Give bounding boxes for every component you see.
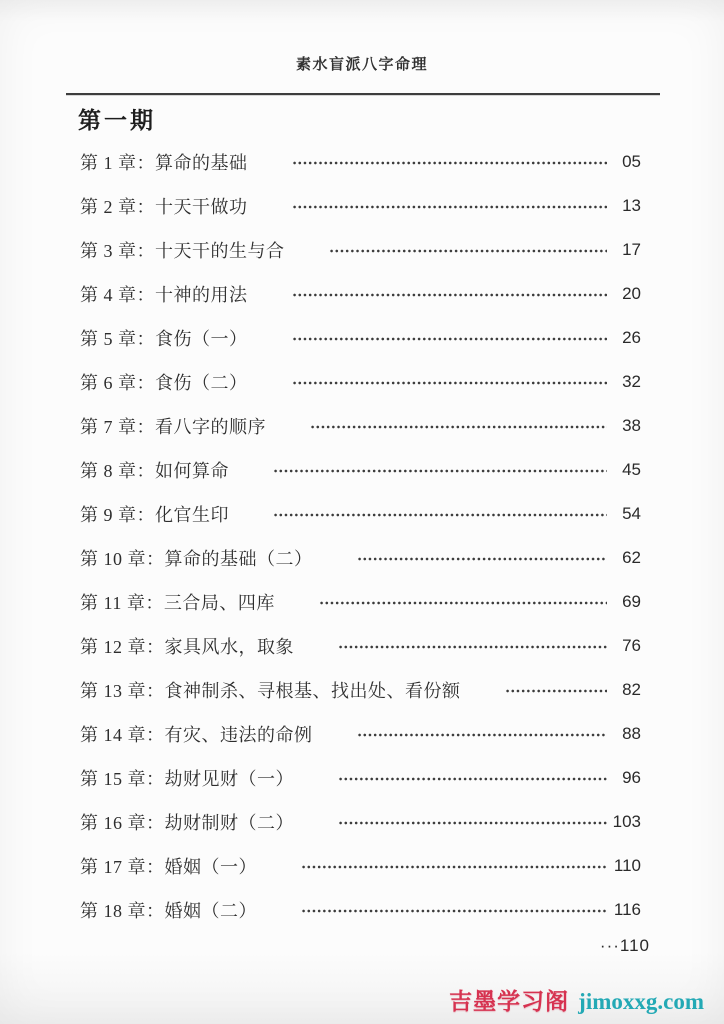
toc-row xyxy=(80,624,641,668)
toc-row-label: 第 12 章：家具风水，取象 xyxy=(80,637,294,657)
toc-row-dot-leader xyxy=(338,817,607,829)
toc-row xyxy=(80,228,641,272)
toc-row-page-number: 76 xyxy=(622,636,641,655)
toc-row-page-number: 96 xyxy=(617,768,641,787)
toc-row-dot-leader xyxy=(301,861,607,873)
toc-row-dot-leader xyxy=(505,685,608,697)
toc-row xyxy=(80,712,641,756)
toc-row-label: 第 17 章：婚姻（一） xyxy=(80,857,257,877)
toc-row-page-number: 110 xyxy=(613,856,641,875)
toc-row-dot-leader xyxy=(292,201,608,213)
toc-row-label: 第 6 章：食伤（二） xyxy=(80,373,248,393)
toc-row-page-number: 26 xyxy=(622,328,641,347)
footer-site-url: jimoxxg.com xyxy=(578,989,704,1014)
toc-row xyxy=(80,800,641,844)
toc-row-label: 第 15 章：劫财见财（一） xyxy=(80,769,294,789)
toc-row-dot-leader xyxy=(338,641,607,653)
toc-row-label: 第 10 章：算命的基础（二） xyxy=(80,549,313,569)
toc-row-label: 第 2 章：十天干做功 xyxy=(80,197,248,217)
toc-row-dot-leader xyxy=(338,773,607,785)
toc-row-page-number: 116 xyxy=(613,900,641,919)
toc-row xyxy=(80,272,641,316)
toc-row-page-number: 20 xyxy=(622,284,641,303)
toc-row xyxy=(80,756,641,800)
toc-row-page-number: 103 xyxy=(612,812,641,831)
toc-row-page-number: 88 xyxy=(617,724,641,743)
toc-row-label: 第 8 章：如何算命 xyxy=(80,461,229,481)
toc-row xyxy=(80,448,641,492)
toc-row-label: 第 16 章：劫财制财（二） xyxy=(80,813,294,833)
footer-brand-name: 吉墨学习阁 xyxy=(449,988,570,1014)
toc-row-dot-leader xyxy=(329,245,608,257)
toc-row xyxy=(80,360,641,404)
toc-row-label: 第 14 章：有灾、违法的命例 xyxy=(80,725,313,745)
toc-row xyxy=(80,844,641,888)
toc-row-dot-leader xyxy=(357,553,608,565)
toc-row xyxy=(80,668,641,712)
toc-row-page-number: 82 xyxy=(617,680,641,699)
toc-row-page-number: 05 xyxy=(622,152,641,171)
toc-row-label: 第 3 章：十天干的生与合 xyxy=(80,241,285,261)
toc-row xyxy=(80,316,641,360)
toc-row-dot-leader xyxy=(273,465,607,477)
toc-row xyxy=(80,140,641,184)
header-rule-divider xyxy=(66,93,660,95)
toc-row-label: 第 4 章：十神的用法 xyxy=(80,285,248,305)
toc-row-dot-leader xyxy=(292,289,608,301)
page-header-title: 素水盲派八字命理 xyxy=(295,56,428,73)
toc-row-label: 第 18 章：婚姻（二） xyxy=(80,901,257,921)
toc-row-dot-leader xyxy=(357,729,608,741)
toc-row-dot-leader xyxy=(292,333,608,345)
section-title: 第一期 xyxy=(78,107,156,133)
toc-row-dot-leader xyxy=(310,421,607,433)
toc-row-page-number: 54 xyxy=(622,504,641,523)
toc-row-page-number: 45 xyxy=(622,460,641,479)
stray-page-number-fragment: ···110 xyxy=(599,936,650,955)
toc-row xyxy=(80,888,641,932)
toc-row-page-number: 62 xyxy=(622,548,641,567)
toc-row-page-number: 69 xyxy=(617,592,641,611)
toc-row-page-number: 32 xyxy=(622,372,641,391)
toc-row xyxy=(80,492,641,536)
toc-row-page-number: 13 xyxy=(617,196,641,215)
toc-row-label: 第 7 章：看八字的顺序 xyxy=(80,417,266,437)
toc-row-dot-leader xyxy=(319,597,607,609)
toc-row-label: 第 1 章：算命的基础 xyxy=(80,153,248,173)
toc-row-label: 第 11 章：三合局、四库 xyxy=(80,593,275,613)
toc-row-page-number: 38 xyxy=(622,416,641,435)
toc-row-label: 第 5 章：食伤（一） xyxy=(80,329,248,349)
toc-list xyxy=(80,140,641,932)
toc-row-page-number: 17 xyxy=(617,240,641,259)
toc-row xyxy=(80,580,641,624)
toc-row-label: 第 13 章：食神制杀、寻根基、找出处、看份额 xyxy=(80,681,461,701)
toc-row xyxy=(80,404,641,448)
toc-row-dot-leader xyxy=(273,509,607,521)
toc-row-dot-leader xyxy=(292,157,608,169)
toc-row xyxy=(80,536,641,580)
toc-row-label: 第 9 章：化官生印 xyxy=(80,505,229,525)
toc-row xyxy=(80,184,641,228)
toc-row-dot-leader xyxy=(292,377,608,389)
toc-row-dot-leader xyxy=(301,905,607,917)
footer-watermark xyxy=(449,983,704,1016)
